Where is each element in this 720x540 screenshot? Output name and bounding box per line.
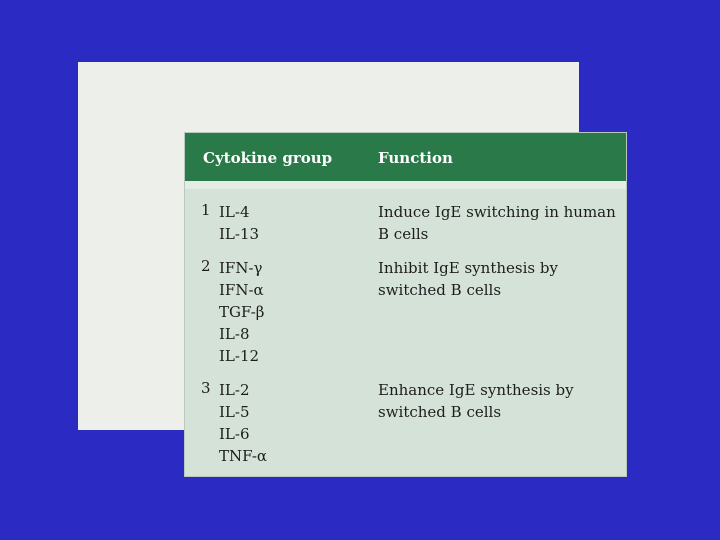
cytokine-item: IFN-γ <box>219 259 263 277</box>
function-text <box>378 201 616 245</box>
cytokine-item: IL-5 <box>219 403 250 421</box>
cytokine-list <box>219 201 259 245</box>
cytokine-list <box>219 257 264 367</box>
function-line: switched B cells <box>378 281 502 299</box>
group-number: 2 <box>201 257 211 275</box>
group-number: 1 <box>201 201 211 219</box>
function-line: switched B cells <box>378 403 502 421</box>
header-function: Function <box>378 149 453 167</box>
function-text <box>378 257 558 301</box>
cytokine-item: IL-2 <box>219 381 250 399</box>
function-text <box>378 379 574 423</box>
cytokine-item: IFN-α <box>219 281 264 299</box>
table-header <box>185 133 626 181</box>
function-line: Inhibit IgE synthesis by <box>378 259 558 277</box>
cytokine-item: TGF-β <box>219 303 265 321</box>
header-cytokine-group: Cytokine group <box>203 149 333 167</box>
cytokine-item: IL-6 <box>219 425 250 443</box>
cytokine-item: IL-12 <box>219 347 260 365</box>
cytokine-item: TNF-α <box>219 447 268 465</box>
cytokine-table <box>184 132 627 477</box>
function-line: B cells <box>378 225 429 243</box>
cytokine-item: IL-8 <box>219 325 250 343</box>
function-line: Induce IgE switching in human <box>378 203 616 221</box>
cytokine-list <box>219 379 267 467</box>
table-image <box>78 62 616 465</box>
function-line: Enhance IgE synthesis by <box>378 381 574 399</box>
group-number: 3 <box>201 379 211 397</box>
cytokine-item: IL-4 <box>219 203 250 221</box>
header-divider <box>185 181 626 189</box>
cytokine-item: IL-13 <box>219 225 260 243</box>
